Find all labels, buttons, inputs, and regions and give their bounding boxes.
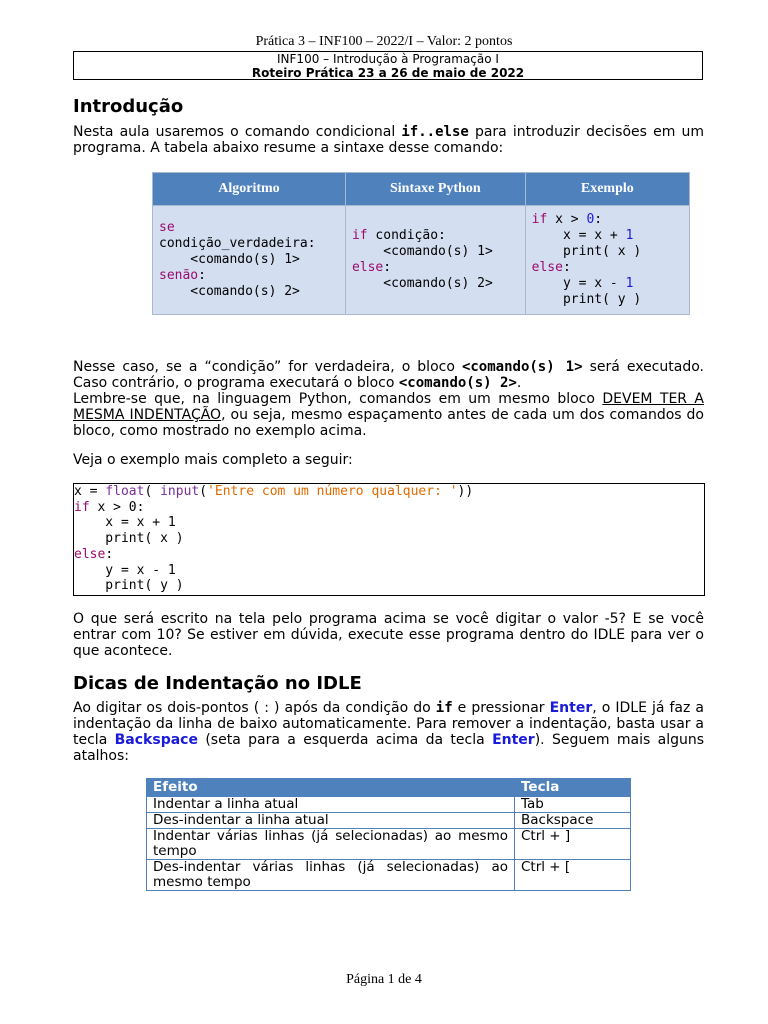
question-paragraph: O que será escrito na tela pelo programa acima se você digitar o valor -5? E se você entrar com 10? Se estiver em dúvida, execute esse programa dentro do IDLE para ver o que acontece.	[73, 611, 704, 659]
cell-exemplo: if x > 0: x = x + 1 print( x ) else: y = x - 1 print( y )	[525, 206, 689, 315]
syntax-table	[152, 172, 690, 315]
intro-heading: Introdução	[73, 96, 184, 117]
cell-efeito: Des-indentar várias linhas (já selecionadas) ao mesmo tempo	[147, 860, 515, 891]
tips-heading: Dicas de Indentação no IDLE	[73, 673, 362, 694]
cell-tecla: Tab	[515, 797, 631, 813]
roteiro-date: Roteiro Prática 23 a 26 de maio de 2022	[251, 66, 525, 80]
cell-sintaxe-python: if condição: <comando(s) 1> else: <comando(s) 2>	[345, 206, 525, 315]
cell-algoritmo: se condição_verdadeira: <comando(s) 1> senão: <comando(s) 2>	[153, 206, 346, 315]
header-exemplo: Exemplo	[525, 173, 689, 206]
cell-tecla: Backspace	[515, 813, 631, 829]
example-intro: Veja o exemplo mais completo a seguir:	[73, 452, 353, 468]
tips-paragraph: Ao digitar os dois-pontos ( : ) após da condição do if e pressionar Enter, o IDLE já faz a indentação da linha de baixo automaticamente. Para remover a indentação, basta usar a tecla Backspace (seta para a esquerda acima da tecla Enter). Seguem mais alguns atalhos:	[73, 700, 705, 764]
header-sintaxe-python: Sintaxe Python	[345, 173, 525, 206]
table-row	[147, 860, 631, 891]
header-efeito: Efeito	[147, 779, 515, 797]
cell-efeito: Indentar a linha atual	[147, 797, 515, 813]
header-tecla: Tecla	[515, 779, 631, 797]
cell-tecla: Ctrl + ]	[515, 829, 631, 860]
code-example-box: x = float( input('Entre com um número qualquer: ')) if x > 0: x = x + 1 print( x ) else: y = x - 1 print( y )	[73, 483, 705, 596]
cell-tecla: Ctrl + [	[515, 860, 631, 891]
table-row	[147, 829, 631, 860]
shortcuts-table	[146, 778, 631, 891]
page-header-title: Prática 3 – INF100 – 2022/I – Valor: 2 pontos	[255, 34, 513, 49]
intro-paragraph: Nesta aula usaremos o comando condicional if..else para introduzir decisões em um programa. A tabela abaixo resume a sintaxe desse comando:	[73, 124, 705, 156]
explain-paragraph: Nesse caso, se a “condição” for verdadeira, o bloco <comando(s) 1> será executado. Caso contrário, o programa executará o bloco <comando(s) 2>. Lembre-se que, na linguagem Python, comandos em um mesmo bloco DEVEM TER A MESMA INDENTAÇÃO, ou seja, mesmo espaçamento antes de cada um dos comandos do bloco, como mostrado no exemplo acima.	[73, 359, 704, 439]
course-name: INF100 – Introdução à Programação I	[277, 52, 499, 66]
page-footer: Página 1 de 4	[346, 972, 422, 987]
table-row	[147, 813, 631, 829]
cell-efeito: Indentar várias linhas (já selecionadas) ao mesmo tempo	[147, 829, 515, 860]
header-algoritmo: Algoritmo	[153, 173, 346, 206]
cell-efeito: Des-indentar a linha atual	[147, 813, 515, 829]
course-header-box	[73, 51, 703, 80]
table-row	[147, 797, 631, 813]
